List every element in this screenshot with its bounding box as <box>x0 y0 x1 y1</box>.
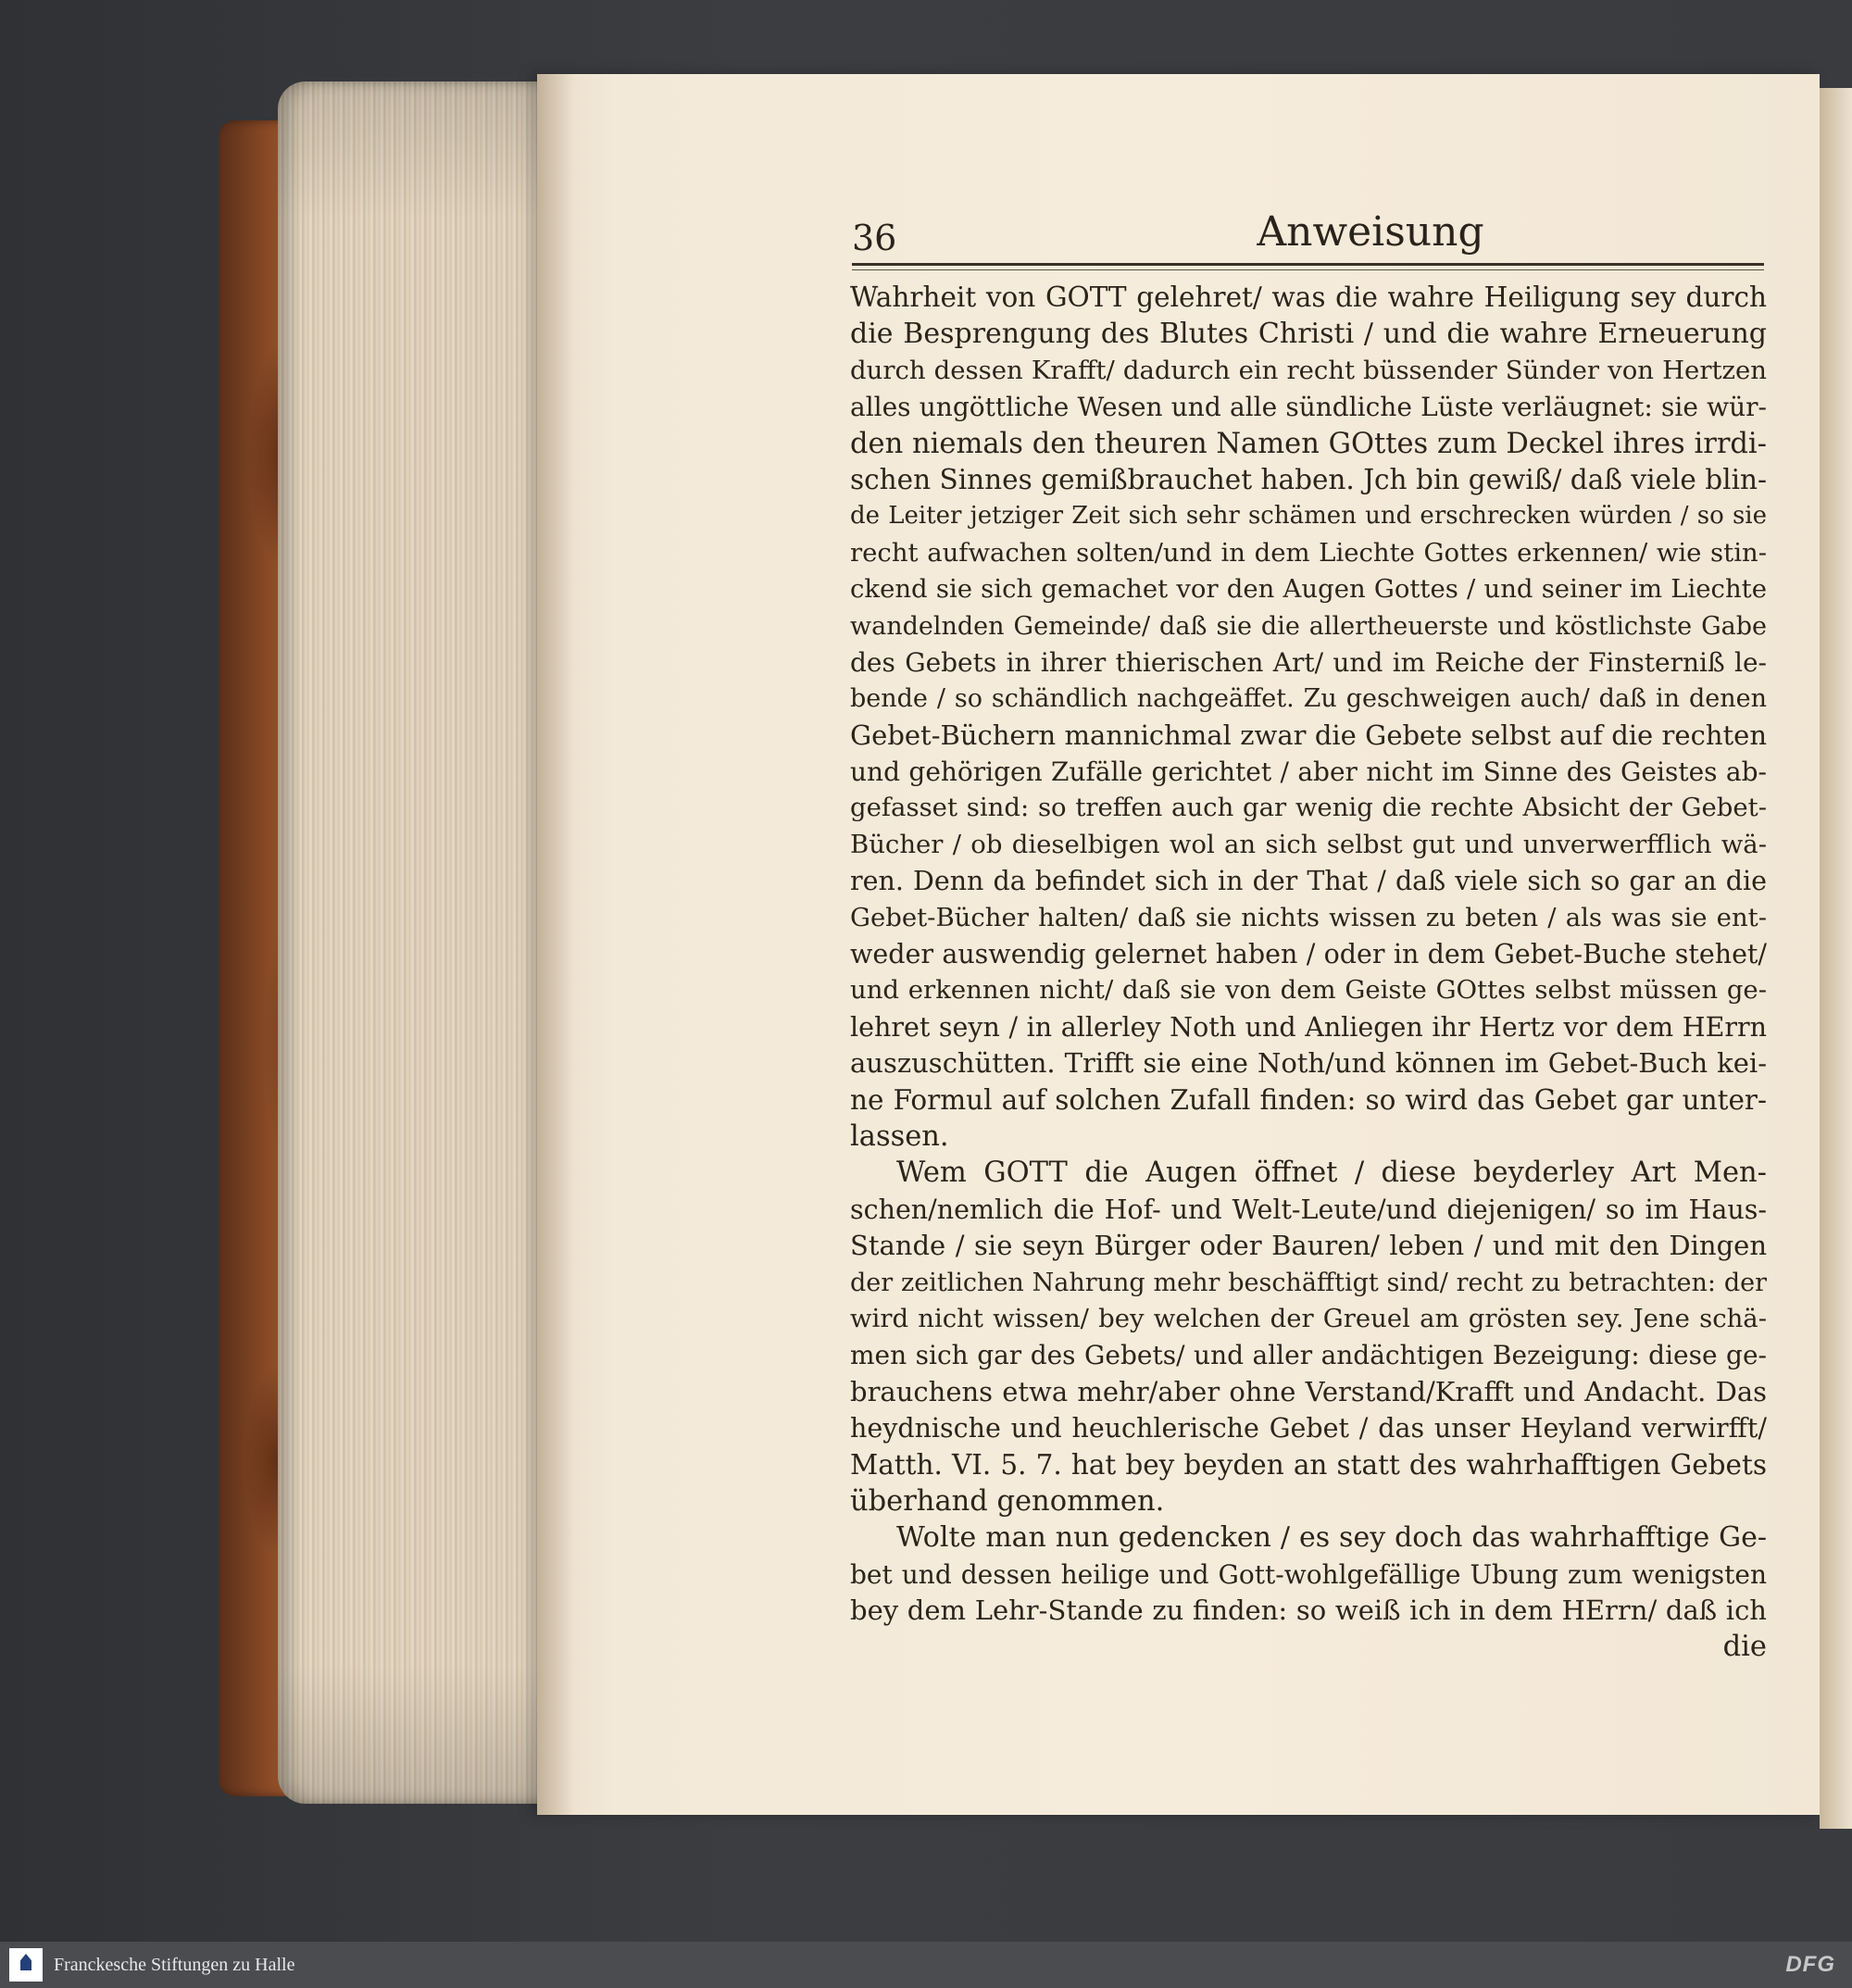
dfg-logo: DFG <box>1785 1952 1835 1977</box>
text-line: Gebet-Bücher halten/ daß sie nichts wissen zu beten / als was sie ent- <box>850 902 1767 932</box>
page-number: 36 <box>852 218 897 258</box>
institution-logo-icon <box>9 1948 43 1982</box>
text-line: wandelnden Gemeinde/ daß sie die allertheuerste und köstlichste Gabe <box>850 611 1767 641</box>
facing-page-edge <box>1820 88 1852 1829</box>
text-line: überhand genommen. <box>850 1484 1165 1518</box>
text-line: bende / so schändlich nachgeäffet. Zu geschweigen auch/ daß in denen <box>850 684 1767 714</box>
text-line: ne Formul auf solchen Zufall finden: so wird das Gebet gar unter- <box>850 1083 1767 1116</box>
text-line: alles ungöttliche Wesen und alle sündliche Lüste verläugnet: sie wür- <box>850 392 1767 423</box>
catchword: die <box>1722 1631 1767 1664</box>
text-line: Wem GOTT die Augen öffnet / diese beyderley Art Men- <box>896 1157 1767 1190</box>
text-line: wird nicht wissen/ bey welchen der Greuel am grösten sey. Jene schä- <box>850 1303 1767 1333</box>
text-line: ren. Denn da befindet sich in der That / daß viele sich so gar an die <box>850 866 1767 897</box>
page-gutter-shadow <box>537 74 574 1815</box>
text-line: gefasset sind: so treffen auch gar wenig die rechte Absicht der Gebet- <box>850 793 1767 823</box>
text-line: brauchens etwa mehr/aber ohne Verstand/Krafft und Andacht. Das <box>850 1375 1767 1407</box>
text-line: und erkennen nicht/ daß sie von dem Geiste GOttes selbst müssen ge- <box>850 975 1767 1006</box>
text-line: der zeitlichen Nahrung mehr beschäfftigt sind/ recht zu betrachten: der <box>850 1268 1767 1297</box>
text-line: heydnische und heuchlerische Gebet / das unser Heyland verwirfft/ <box>850 1413 1767 1444</box>
text-line: de Leiter jetziger Zeit sich sehr schämen und erschrecken würden / so sie <box>850 502 1767 531</box>
institution-name: Franckesche Stiftungen zu Halle <box>54 1955 295 1975</box>
text-line: Bücher / ob dieselbigen wol an sich selbst gut und unverwerfflich wä- <box>850 829 1767 859</box>
header-rule-thin <box>852 269 1764 270</box>
header-rule <box>852 263 1764 266</box>
text-line: ckend sie sich gemachet vor den Augen Gottes / und seiner im Liechte <box>850 574 1767 605</box>
text-line: und gehörigen Zufälle gerichtet / aber nicht im Sinne des Geistes ab- <box>850 756 1767 788</box>
text-line: Gebet-Büchern mannichmal zwar die Gebete selbst auf die rechten <box>850 719 1767 751</box>
text-line: lassen. <box>850 1119 949 1153</box>
text-line: weder auswendig gelernet haben / oder in dem Gebet-Buche stehet/ <box>850 939 1767 970</box>
text-line: schen/nemlich die Hof- und Welt-Leute/und diejenigen/ so im Haus- <box>850 1194 1767 1225</box>
page-edges-shade <box>278 81 546 1804</box>
viewer-footer <box>0 1942 1852 1988</box>
text-line: durch dessen Krafft/ dadurch ein recht büssender Sünder von Hertzen <box>850 355 1767 385</box>
text-line: Stande / sie seyn Bürger oder Bauren/ leben / und mit den Dingen <box>850 1230 1767 1262</box>
text-line: men sich gar des Gebets/ und aller andächtigen Bezeigung: diese ge- <box>850 1340 1767 1371</box>
text-line: lehret seyn / in allerley Noth und Anliegen ihr Hertz vor dem HErrn <box>850 1011 1767 1043</box>
text-line: Wolte man nun gedencken / es sey doch das wahrhafftige Ge- <box>896 1521 1767 1555</box>
text-line: recht aufwachen solten/und in dem Liechte Gottes erkennen/ wie stin- <box>850 537 1767 568</box>
text-line: Wahrheit von GOTT gelehret/ was die wahre Heiligung sey durch <box>850 281 1767 313</box>
text-line: bet und dessen heilige und Gott-wohlgefällige Ubung zum wenigsten <box>850 1558 1767 1590</box>
text-line: Matth. VI. 5. 7. hat bey beyden an statt des wahrhafftigen Gebets <box>850 1448 1767 1481</box>
house-icon <box>20 1954 31 1970</box>
text-line: bey dem Lehr-Stande zu finden: so weiß ich in dem HErrn/ daß ich <box>850 1594 1767 1627</box>
text-line: schen Sinnes gemißbrauchet haben. Jch bin gewiß/ daß viele blin- <box>850 463 1767 495</box>
text-line: den niemals den theuren Namen GOttes zum Deckel ihres irrdi- <box>850 427 1767 460</box>
text-line: auszuschütten. Trifft sie eine Noth/und können im Gebet-Buch kei- <box>850 1047 1767 1080</box>
running-head: Anweisung <box>1257 208 1484 256</box>
text-line: des Gebets in ihrer thierischen Art/ und im Reiche der Finsterniß le- <box>850 646 1767 678</box>
page-header <box>852 208 1764 264</box>
body-text <box>850 280 1767 1666</box>
text-line: die Besprengung des Blutes Christi / und die wahre Erneuerung <box>850 318 1767 351</box>
